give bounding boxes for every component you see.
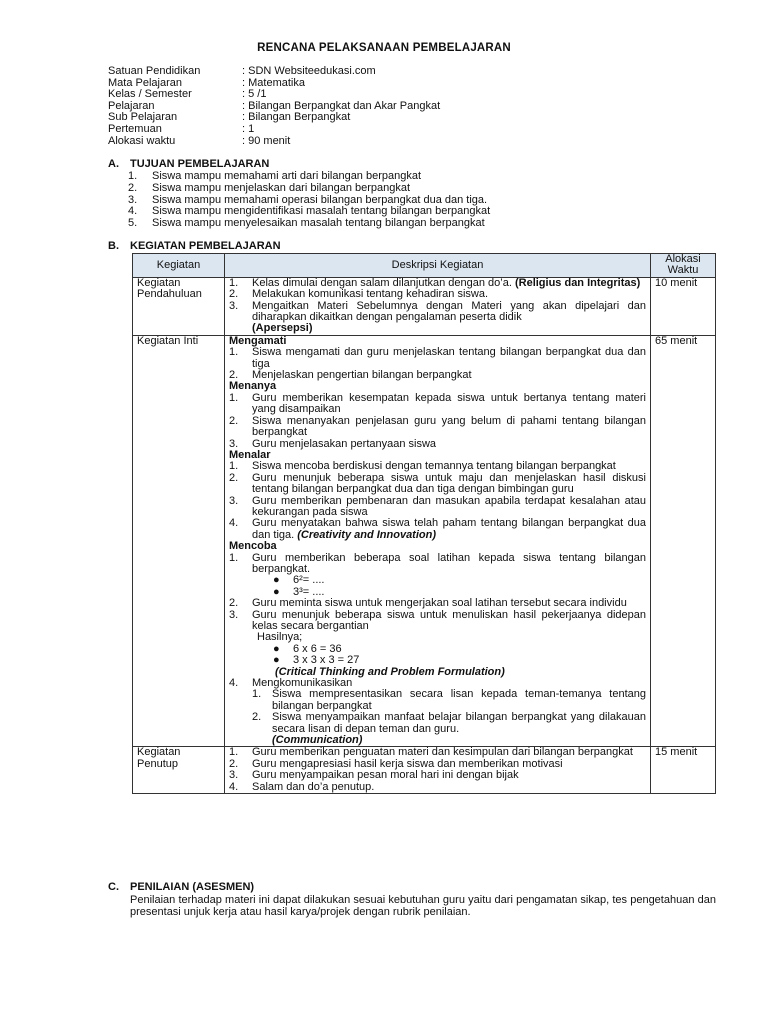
assessment-paragraph: Penilaian terhadap materi ini dapat dilakukan sesuai kebutuhan guru yaitu dari pengamatan sikap, tes pengetahuan dan presentasi unjuk kerja atau hasil karya/projek dengan rubrik penilaian. — [130, 894, 716, 918]
identity-block — [108, 66, 440, 147]
identity-row: Sub Pelajaran : Bilangan Berpangkat — [108, 111, 351, 124]
document-title: RENCANA PELAKSANAAN PEMBELAJARAN — [257, 42, 511, 54]
identity-row: Pelajaran : Bilangan Berpangkat dan Akar Pangkat — [108, 99, 441, 112]
identity-row: Mata Pelajaran : Matematika — [108, 76, 305, 89]
list-item: 2. Siswa mampu menjelaskan dari bilangan berpangkat — [128, 181, 411, 194]
activity-time: 15 menit — [651, 747, 716, 794]
section-a-heading: A. TUJUAN PEMBELAJARAN — [108, 158, 270, 170]
section-c-heading: C. PENILAIAN (ASESMEN) — [108, 881, 255, 893]
activity-description: 1. Kelas dimulai dengan salam dilanjutkan dengan do’a. (Religius dan Integritas) 2. Melakukan komunikasi tentang kehadiran siswa. 3. Mengaitkan Materi Sebelumnya dengan Materi yang akan dipelajari dan diharapkan dikaitkan dengan pengalaman peserta didik (Apersepsi) — [225, 277, 651, 335]
header-kegiatan: Kegiatan — [133, 254, 225, 278]
activities-table — [132, 253, 716, 794]
table-row — [133, 747, 716, 794]
section-b-heading: B. KEGIATAN PEMBELAJARAN — [108, 240, 281, 252]
list-item: 1. Siswa mampu memahami arti dari bilangan berpangkat — [128, 170, 422, 182]
list-item: 3. Siswa mampu memahami operasi bilangan berpangkat dua dan tiga. — [128, 193, 488, 206]
activity-name: Kegiatan Inti — [133, 335, 225, 747]
activity-description: Mengamati 1. Siswa mengamati dan guru menjelaskan tentang bilangan berpangkat dua dan tiga 2. Menjelaskan pengertian bilangan berpangkat Menanya 1. Guru memberikan kesempatan kepada siswa untuk bertanya tentang materi yang disampaikan 2. Siswa menanyakan penjelasan guru yang belum di pahami tentang bilangan berpangkat 3. Guru menjelasakan pertanyaan siswa Menalar 1. Siswa mencoba berdiskusi dengan temannya tentang bilangan berpangkat 2. Guru menunjuk beberapa siswa untuk maju dan menjelaskan hasil diskusi tentang bilangan berpangkat dua dan tiga dengan bimbingan guru 3. Guru memberikan pembenaran dan masukan apabila terdapat kesalahan atau kekurangan pada siswa 4. Guru menyatakan bahwa siswa telah paham tentang bilangan berpangkat dua dan tiga. (Creativity and Innovation) Mencoba 1. Guru memberikan beberapa soal latihan kepada siswa tentang bilangan berpangkat. ● 6²= .... ● 3³= .... 2. Guru meminta siswa untuk mengerjakan soal latihan tersebut secara individu 3. Guru menunjuk beberapa siswa untuk menuliskan hasil pekerjaanya didepan kelas secara bergantian Hasilnya; ● 6 x 6 = 36 ● 3 x 3 x 3 = 27 (Critical Thinking and Problem Formulation) 4. Mengkomunikasikan 1. Siswa mempresentasikan secara lisan kepada teman-temanya tentang bilangan berpangkat 2. Siswa menyampaikan manfaat belajar bilangan berpangkat yang dilakauan secara lisan di depan teman dan guru. (Communication) — [225, 335, 651, 747]
header-alokasi: Alokasi Waktu — [651, 254, 716, 278]
identity-row: Kelas / Semester : 5 /1 — [108, 88, 267, 101]
identity-row: Alokasi waktu : 90 menit — [108, 134, 291, 147]
objectives-list — [128, 171, 490, 230]
activity-description: 1. Guru memberikan penguatan materi dan kesimpulan dari bilangan berpangkat 2. Guru mengapresiasi hasil kerja siswa dan memberikan motivasi 3. Guru menyampaikan pesan moral hari ini dengan bijak 4. Salam dan do’a penutup. — [225, 747, 651, 794]
list-item: 5. Siswa mampu menyelesaikan masalah tentang bilangan berpangkat — [128, 217, 485, 230]
list-item: 4. Siswa mampu mengidentifikasi masalah tentang bilangan berpangkat — [128, 205, 491, 218]
table-row — [133, 277, 716, 335]
activity-time: 65 menit — [651, 335, 716, 747]
identity-row: Satuan Pendidikan : SDN Websiteedukasi.com — [108, 65, 376, 77]
activity-name: Kegiatan Penutup — [133, 747, 225, 794]
activity-name: Kegiatan Pendahuluan — [133, 277, 225, 335]
table-row — [133, 335, 716, 747]
activity-time: 10 menit — [651, 277, 716, 335]
table-header-row — [133, 254, 716, 278]
identity-row: Pertemuan : 1 — [108, 122, 255, 135]
header-deskripsi: Deskripsi Kegiatan — [225, 254, 651, 278]
